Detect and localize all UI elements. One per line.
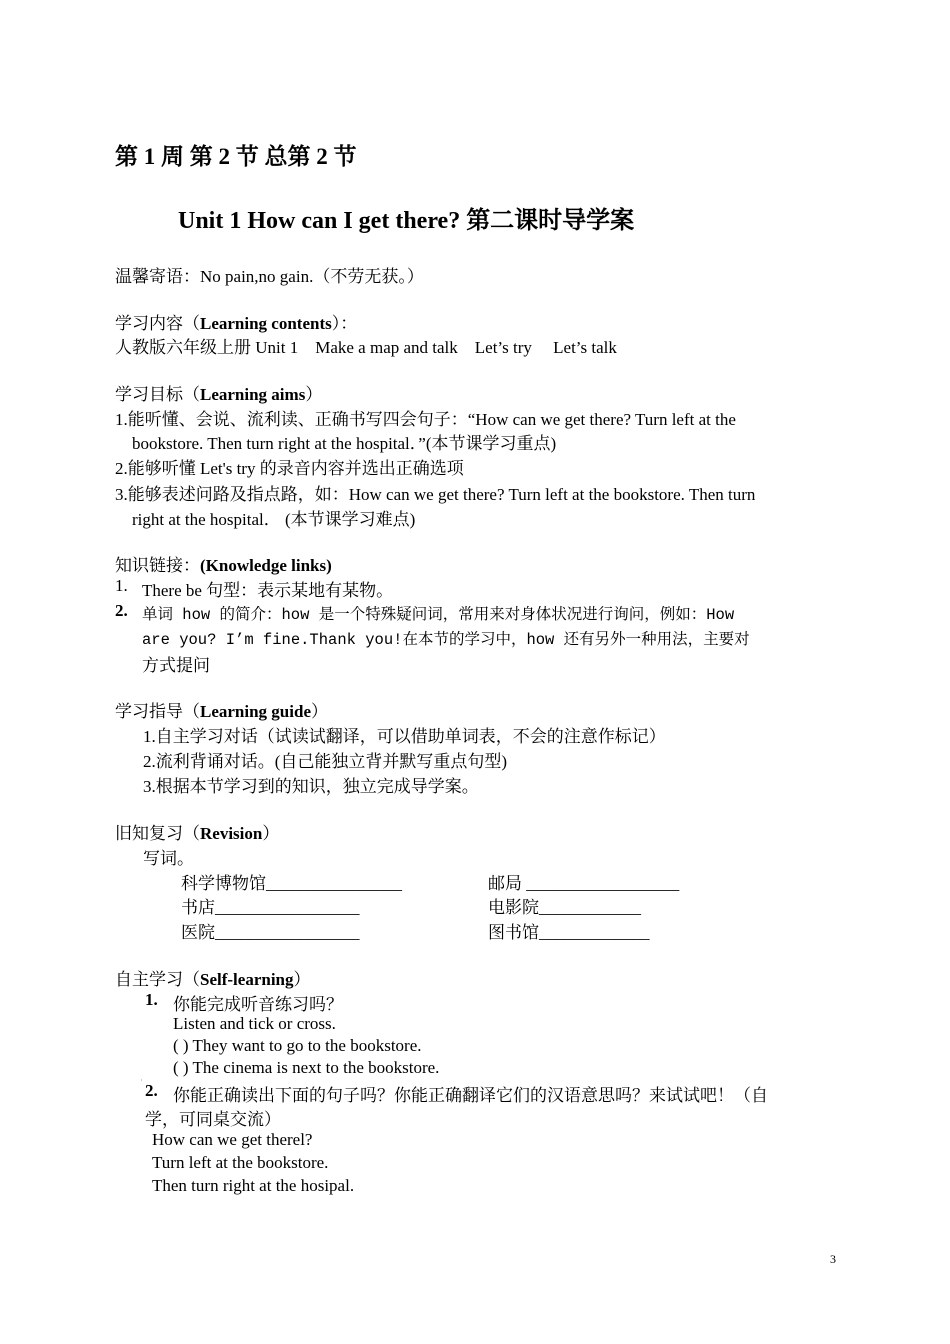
aim-item-2: 2.能够听懂 Let's try 的录音内容并选出正确选项: [115, 459, 464, 478]
self-learning-heading-end: ）: [293, 970, 311, 989]
knowledge-item-2a: 单词 how 的简介：how 是一个特殊疑问词，常用来对身体状况进行询问，例如：How: [142, 606, 735, 624]
revision-blank-bookstore[interactable]: 书店_________________: [181, 898, 360, 917]
sentence-1: How can we get therel?: [152, 1130, 313, 1149]
guide-heading: [115, 697, 328, 722]
revision-heading-cn: 旧知复习（: [115, 824, 200, 843]
guide-heading-en: Learning guide: [200, 702, 311, 721]
knowledge-item-1: There be 句型：表示某地有某物。: [142, 581, 394, 600]
marker-dot: ·: [140, 1076, 143, 1085]
aim-item-3b: right at the hospital． (本节课学习难点): [132, 510, 416, 529]
revision-blank-library[interactable]: 图书馆_____________: [488, 923, 650, 942]
aim-item-1a: 1.能听懂、会说、流利读、正确书写四会句子：“How can we get there? Turn left at the: [115, 410, 736, 429]
q1-text: 你能完成听音练习吗？: [173, 995, 343, 1014]
aims-heading: [115, 380, 322, 405]
q1-option-b[interactable]: ( ) The cinema is next to the bookstore.: [173, 1058, 440, 1077]
aims-heading-cn: 学习目标（: [115, 385, 200, 404]
knowledge-heading-cn: 知识链接：: [115, 556, 200, 575]
revision-blank-hospital[interactable]: 医院_________________: [181, 923, 360, 942]
q2-text-a: 你能正确读出下面的句子吗？你能正确翻译它们的汉语意思吗？来试试吧！（自: [173, 1086, 768, 1105]
knowledge-heading: [115, 551, 332, 576]
q1-instruction: Listen and tick or cross.: [173, 1014, 336, 1033]
contents-heading-en: Learning contents: [200, 314, 332, 333]
q1-num: 1.: [145, 990, 158, 1009]
motto: [115, 262, 424, 287]
contents-line: 人教版六年级上册 Unit 1 Make a map and talk Let’s try Let’s talk: [115, 338, 617, 357]
revision-heading-end: ）: [262, 824, 280, 843]
page-number: 3: [830, 1252, 836, 1266]
knowledge-item-2b: are you? I’m fine.Thank you!在本节的学习中，how 还有另外一种用法，主要对: [142, 631, 750, 649]
revision-intro: 写词。: [143, 849, 194, 868]
knowledge-item-2-num: 2.: [115, 601, 128, 620]
contents-heading: [115, 309, 357, 334]
guide-heading-end: ）: [311, 702, 328, 721]
revision-blank-science-museum[interactable]: 科学博物馆________________: [181, 874, 402, 893]
sentence-2: Turn left at the bookstore.: [152, 1153, 329, 1172]
self-learning-heading-cn: 自主学习（: [115, 970, 200, 989]
motto-text: No pain,no gain.（不劳无获。）: [200, 267, 424, 286]
self-learning-heading-en: Self-learning: [200, 970, 294, 989]
q1-option-a[interactable]: ( ) They want to go to the bookstore.: [173, 1036, 422, 1055]
q2-num: 2.: [145, 1081, 158, 1100]
aim-item-1b: bookstore. Then turn right at the hospital．”(本节课学习重点): [132, 434, 557, 453]
knowledge-item-1-num: 1.: [115, 576, 128, 595]
knowledge-heading-en: (Knowledge links): [200, 556, 332, 575]
revision-heading: [115, 819, 279, 844]
guide-item-2: 2.流利背诵对话。(自己能独立背并默写重点句型): [143, 752, 508, 771]
revision-blank-post-office[interactable]: 邮局 __________________: [488, 874, 680, 893]
week-header: 第 1 周 第 2 节 总第 2 节: [115, 144, 357, 169]
aims-heading-end: ）: [305, 385, 323, 404]
revision-heading-en: Revision: [200, 824, 263, 843]
aims-heading-en: Learning aims: [200, 385, 306, 404]
revision-blank-cinema[interactable]: 电影院____________: [488, 898, 641, 917]
guide-item-1: 1.自主学习对话（试读试翻译，可以借助单词表，不会的注意作标记）: [143, 727, 666, 746]
motto-label: 温馨寄语：: [115, 267, 200, 286]
page-title: Unit 1 How can I get there? 第二课时导学案: [178, 208, 635, 234]
knowledge-item-2c: 方式提问: [142, 656, 210, 675]
self-learning-heading: [115, 965, 311, 990]
aim-item-3a: 3.能够表述问路及指点路，如：How can we get there? Turn left at the bookstore. Then turn: [115, 485, 756, 504]
q2-text-b: 学，可同桌交流）: [145, 1110, 281, 1129]
sentence-3: Then turn right at the hosipal.: [152, 1176, 355, 1195]
guide-heading-cn: 学习指导（: [115, 702, 200, 721]
contents-heading-end: ）：: [331, 314, 358, 333]
guide-item-3: 3.根据本节学习到的知识，独立完成导学案。: [143, 777, 479, 796]
contents-heading-cn: 学习内容（: [115, 314, 200, 333]
